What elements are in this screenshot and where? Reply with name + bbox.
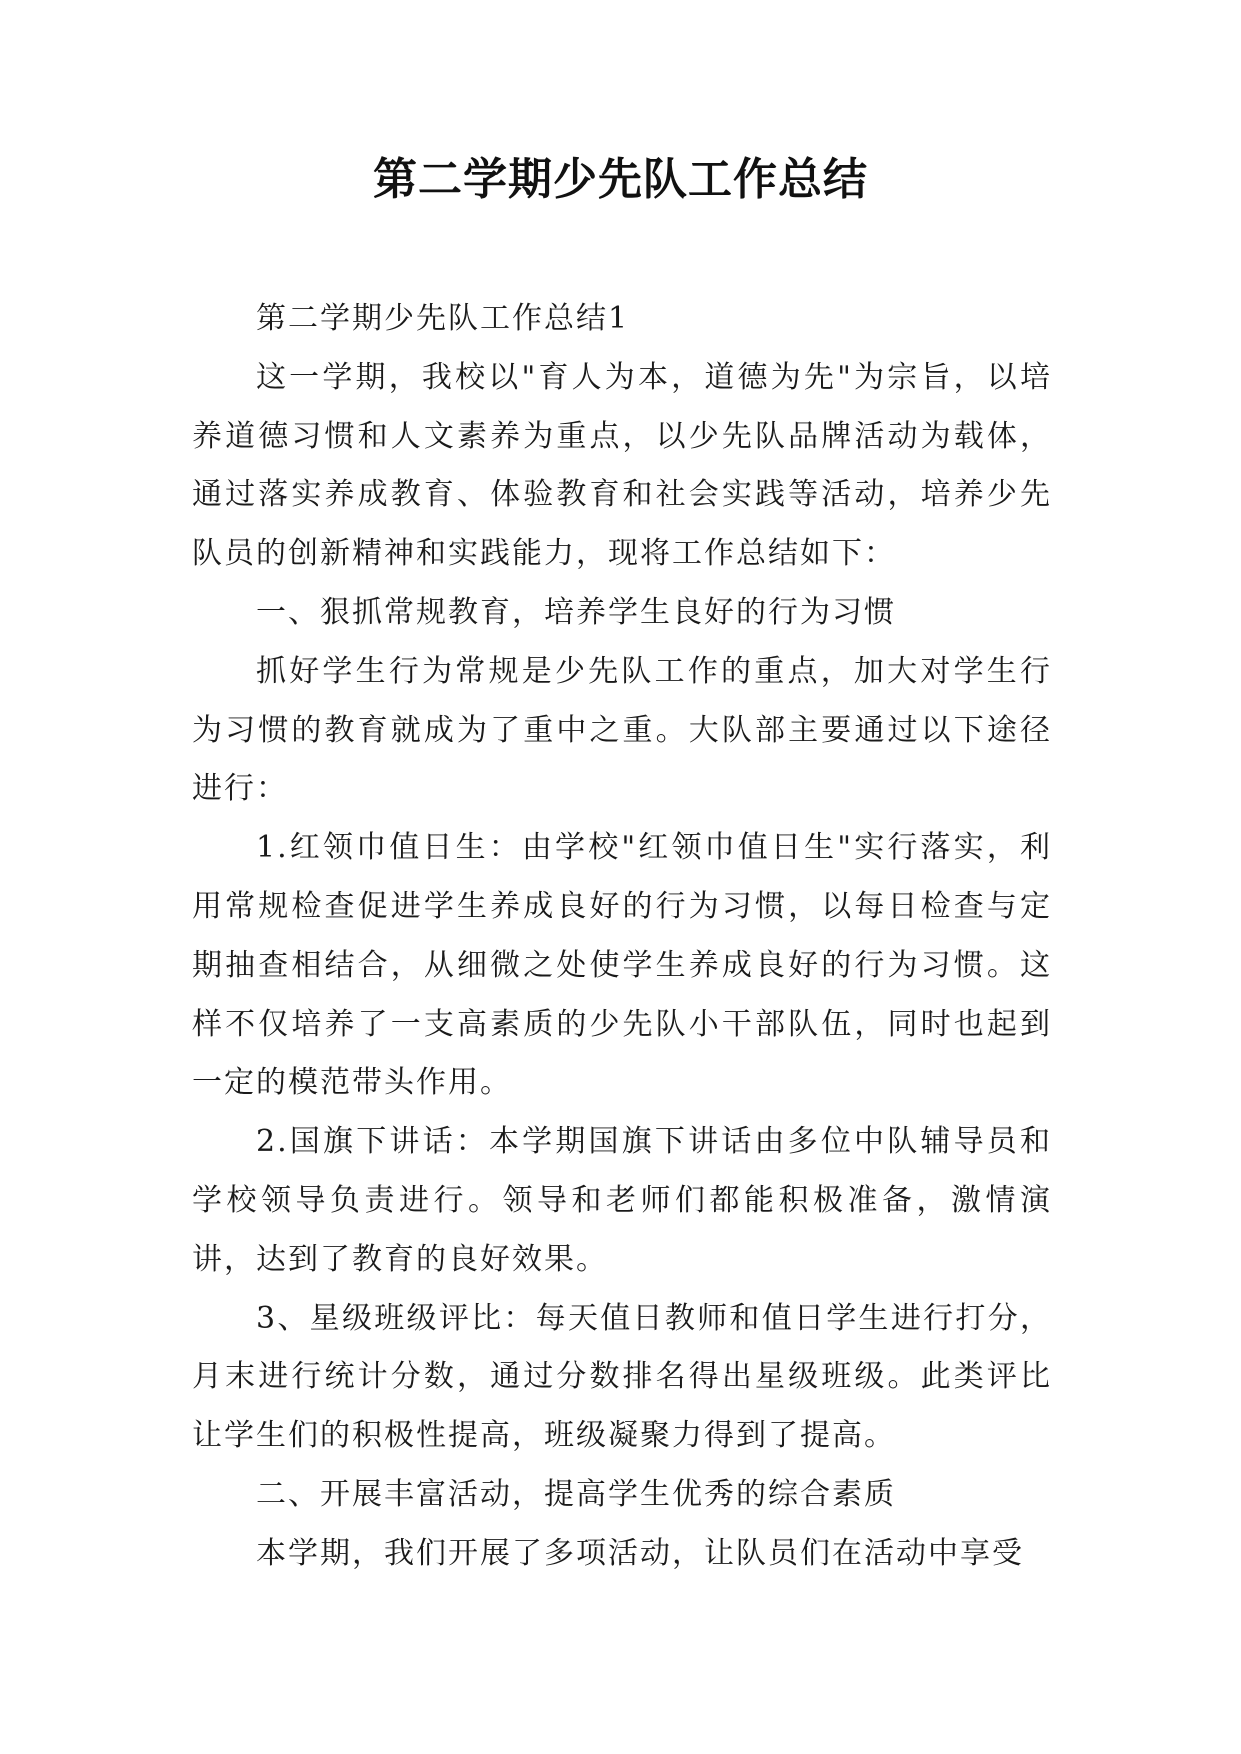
paragraph-activities: 本学期，我们开展了多项活动，让队员们在活动中享受 (256, 1535, 1024, 1571)
section-heading-1: 一、狠抓常规教育，培养学生良好的行为习惯 (256, 594, 896, 630)
section-heading-2: 二、开展丰富活动，提高学生优秀的综合素质 (256, 1476, 896, 1512)
intro-paragraph: 这一学期，我校以"育人为本，道德为先"为宗旨，以培养道德习惯和人文素养为重点，以少先队品牌活动为载体，通过落实养成教育、体验教育和社会实践等活动，培养少先队员的创新精神和实践能力，现将工作总结如下： (192, 359, 1052, 572)
section-subtitle: 第二学期少先队工作总结1 (256, 301, 630, 336)
paragraph-item-2: 2.国旗下讲话：本学期国旗下讲话由多位中队辅导员和学校领导负责进行。领导和老师们都能积极准备，激情演讲，达到了教育的良好效果。 (192, 1124, 1052, 1277)
document-title: 第二学期少先队工作总结 (373, 154, 868, 205)
paragraph-routine: 抓好学生行为常规是少先队工作的重点，加大对学生行为习惯的教育就成为了重中之重。大队部主要通过以下途径进行： (192, 653, 1052, 807)
document-body (192, 290, 1052, 1584)
paragraph-item-3: 3、星级班级评比：每天值日教师和值日学生进行打分，月末进行统计分数，通过分数排名得出星级班级。此类评比让学生们的积极性提高，班级凝聚力得到了提高。 (192, 1300, 1052, 1454)
paragraph-item-1: 1.红领巾值日生：由学校"红领巾值日生"实行落实，利用常规检查促进学生养成良好的行为习惯，以每日检查与定期抽查相结合，从细微之处使学生养成良好的行为习惯。这样不仅培养了一支高素质的少先队小干部队伍，同时也起到一定的模范带头作用。 (192, 830, 1052, 1101)
